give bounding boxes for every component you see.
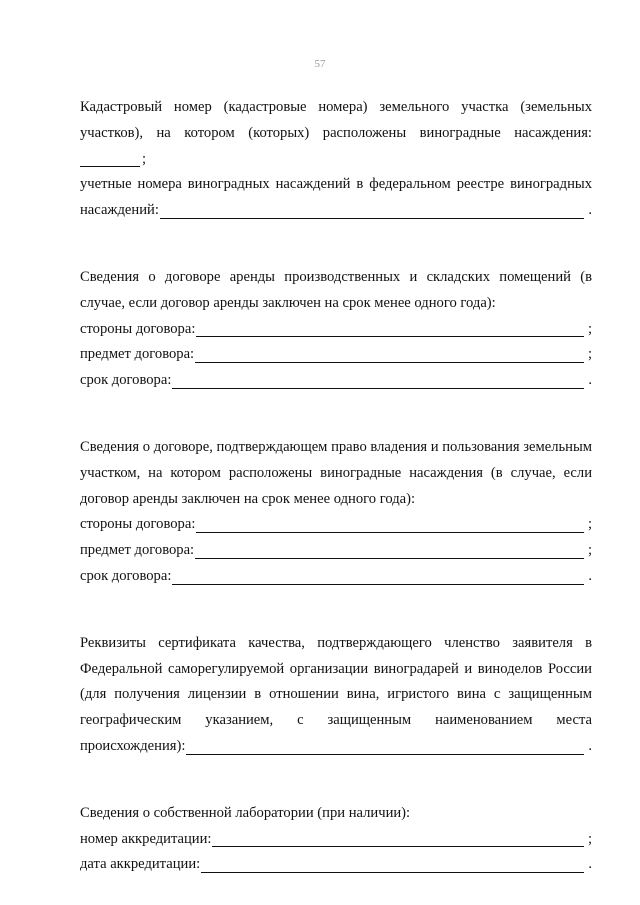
lease-section — [80, 265, 592, 394]
form-content — [80, 95, 592, 878]
lab-date-end: . — [588, 856, 592, 873]
page-number: 57 — [314, 58, 326, 70]
land-subject-blank[interactable] — [195, 541, 584, 559]
certificate-text-line-1: Реквизиты сертификата качества, подтверждающего членство заявителя в — [80, 634, 592, 651]
vineyard-registry-end: . — [588, 202, 592, 219]
land-term-label: срок договора: — [80, 567, 172, 584]
lease-subject-label: предмет договора: — [80, 346, 195, 363]
lease-parties-end: ; — [587, 320, 592, 337]
land-subject-field[interactable] — [80, 538, 592, 564]
cadastral-number-field[interactable] — [80, 147, 592, 173]
lease-subject-field[interactable] — [80, 342, 592, 368]
certificate-section — [80, 631, 592, 760]
certificate-text-line-4: географическим указанием, с защищенным наименованием места — [80, 712, 592, 729]
lease-term-label: срок договора: — [80, 372, 172, 389]
land-parties-blank[interactable] — [196, 515, 584, 533]
land-term-end: . — [588, 567, 592, 584]
lease-parties-blank[interactable] — [196, 319, 584, 337]
lease-subject-blank[interactable] — [195, 345, 584, 363]
vineyard-registry-field[interactable] — [80, 198, 592, 224]
lab-number-blank[interactable] — [212, 829, 583, 847]
land-parties-field[interactable] — [80, 512, 592, 538]
land-parties-label: стороны договора: — [80, 516, 196, 533]
certificate-text-line-3: (для получения лицензии в отношении вина, игристого вина с защищенным — [80, 686, 592, 703]
land-text-line-3: договор аренды заключен на срок менее одного года): — [80, 490, 416, 507]
land-subject-label: предмет договора: — [80, 542, 195, 559]
cadastral-number-end: ; — [142, 150, 147, 167]
land-term-blank[interactable] — [172, 567, 584, 585]
vineyard-registry-blank[interactable] — [160, 201, 584, 219]
cadastral-number-blank[interactable] — [80, 149, 140, 167]
lease-parties-field[interactable] — [80, 317, 592, 343]
land-text-line-1: Сведения о договоре, подтверждающем право владения и пользования земельным — [80, 438, 592, 455]
certificate-field[interactable] — [80, 734, 592, 760]
cadastral-text-line-1: Кадастровый номер (кадастровые номера) земельного участка (земельных — [80, 99, 592, 115]
land-text-line-2: участком, на котором расположены виноградные насаждения (в случае, если — [80, 464, 592, 481]
lease-text-line-1: Сведения о договоре аренды производственных и складских помещений (в — [80, 268, 592, 285]
lease-parties-label: стороны договора: — [80, 320, 196, 337]
certificate-text-line-2: Федеральной саморегулируемой организации виноградарей и виноделов России — [80, 660, 592, 677]
lab-date-field[interactable] — [80, 852, 592, 878]
lab-number-field[interactable] — [80, 827, 592, 853]
lab-date-label: дата аккредитации: — [80, 856, 201, 873]
lease-subject-end: ; — [587, 346, 592, 363]
lab-number-label: номер аккредитации: — [80, 830, 212, 847]
lab-text-line-1: Сведения о собственной лаборатории (при наличии): — [80, 804, 411, 821]
land-subject-end: ; — [587, 542, 592, 559]
lease-term-field[interactable] — [80, 368, 592, 394]
cadastral-section — [80, 95, 592, 224]
lease-term-blank[interactable] — [172, 371, 584, 389]
lease-text-line-2: случае, если договор аренды заключен на срок менее одного года): — [80, 294, 496, 311]
cadastral-text-line-2: участков), на котором (которых) расположены виноградные насаждения: — [80, 124, 592, 141]
certificate-end: . — [588, 737, 592, 754]
lab-section — [80, 801, 592, 878]
lease-term-end: . — [588, 372, 592, 389]
land-term-field[interactable] — [80, 564, 592, 590]
vineyard-registry-text: учетные номера виноградных насаждений в федеральном реестре виноградных — [80, 176, 592, 193]
lab-number-end: ; — [587, 830, 592, 847]
certificate-label: происхождения): — [80, 737, 186, 754]
land-parties-end: ; — [587, 516, 592, 533]
vineyard-registry-label: насаждений: — [80, 202, 159, 219]
lab-date-blank[interactable] — [201, 855, 584, 873]
certificate-blank[interactable] — [186, 737, 584, 755]
land-section — [80, 435, 592, 590]
